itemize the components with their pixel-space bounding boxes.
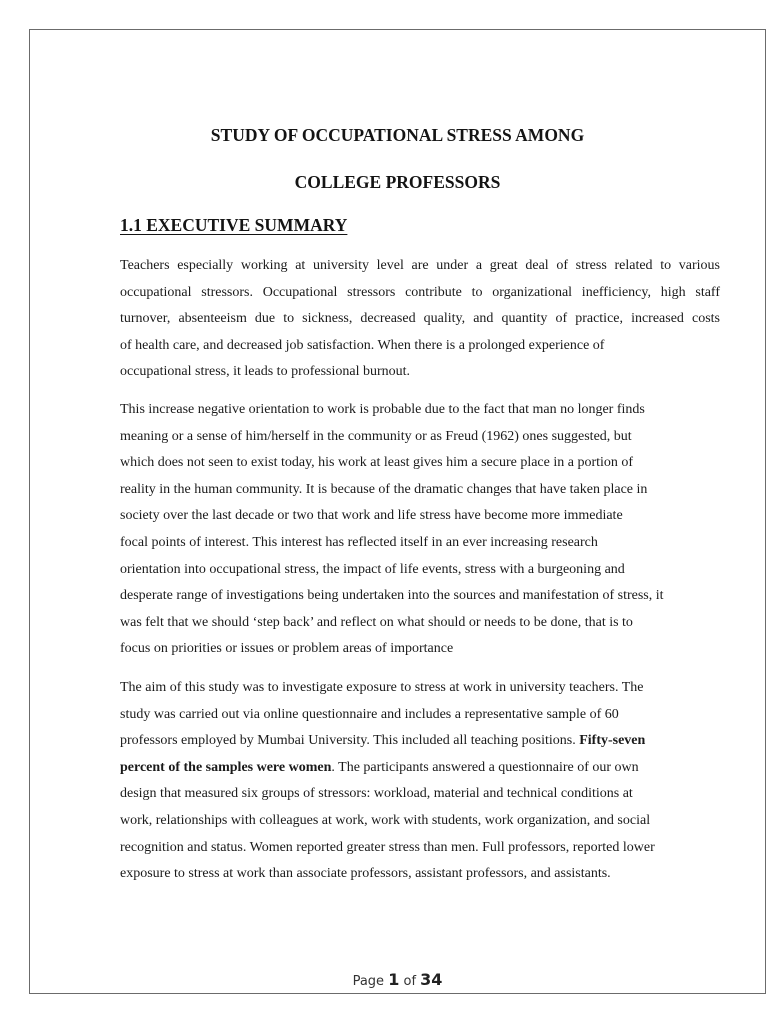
paragraph-2-line: which does not seen to exist today, his work at least gives him a secure place in a portion of xyxy=(120,455,634,471)
total-page-count: 34 xyxy=(420,970,443,989)
paragraph-2 xyxy=(120,397,720,663)
paragraph-3-line xyxy=(120,728,720,755)
paragraph-1-line: Teachers especially working at university level are under a great deal of stress related to various xyxy=(120,258,720,273)
document-title-line-2: COLLEGE PROFESSORS xyxy=(294,172,501,192)
footer-of-word: of xyxy=(403,974,417,989)
page-footer xyxy=(30,970,765,989)
current-page-number: 1 xyxy=(388,970,400,989)
paragraph-1-line: turnover, absenteeism due to sickness, decreased quality, and quantity of practice, increased costs xyxy=(120,311,720,327)
paragraph-3 xyxy=(120,675,720,888)
paragraph-3-line: design that measured six groups of stressors: workload, material and technical conditions at xyxy=(120,786,633,802)
paragraph-3-line: The aim of this study was to investigate exposure to stress at work in university teachers. The xyxy=(120,680,644,695)
document-title-line-1: STUDY OF OCCUPATIONAL STRESS AMONG xyxy=(210,125,585,145)
paragraph-2-line: orientation into occupational stress, the impact of life events, stress with a burgeoning and xyxy=(120,561,625,577)
paragraph-1-line: of health care, and decreased job satisfaction. When there is a prolonged experience of xyxy=(120,337,605,353)
paragraph-3-line: exposure to stress at work than associate professors, assistant professors, and assistants. xyxy=(120,866,611,882)
paragraph-3-line xyxy=(120,755,720,782)
paragraph-2-line: focal points of interest. This interest has reflected itself in an ever increasing research xyxy=(120,534,598,550)
paragraph-2-line: focus on priorities or issues or problem areas of importance xyxy=(120,641,454,657)
document-page xyxy=(29,29,766,994)
paragraph-2-line: society over the last decade or two that work and life stress have become more immediate xyxy=(120,508,623,524)
paragraph-2-line: reality in the human community. It is because of the dramatic changes that have taken place in xyxy=(120,481,648,497)
paragraph-1-line: occupational stress, it leads to professional burnout. xyxy=(120,364,411,380)
footer-page-word: Page xyxy=(352,974,385,989)
paragraph-3-line: study was carried out via online questionnaire and includes a representative sample of 60 xyxy=(120,706,619,722)
bold-emphasis: percent of the samples were women xyxy=(120,759,332,775)
paragraph-3-line: recognition and status. Women reported greater stress than men. Full professors, reported lower xyxy=(120,839,655,855)
paragraph-2-line: This increase negative orientation to work is probable due to the fact that man no longer finds xyxy=(120,402,645,417)
paragraph-3-text: professors employed by Mumbai University. This included all teaching positions. xyxy=(120,733,576,749)
paragraph-3-line: work, relationships with colleagues at work, work with students, work organization, and social xyxy=(120,812,651,828)
bold-emphasis: Fifty-seven xyxy=(579,733,646,749)
paragraph-2-line: was felt that we should ‘step back’ and reflect on what should or needs to be done, that is to xyxy=(120,614,633,630)
paragraph-3-text: . The participants answered a questionnaire of our own xyxy=(331,759,639,775)
paragraph-2-line: meaning or a sense of him/herself in the community or as Freud (1962) ones suggested, but xyxy=(120,428,632,444)
section-heading: 1.1 EXECUTIVE SUMMARY xyxy=(120,215,348,235)
paragraph-1-line: occupational stressors. Occupational stressors contribute to organizational inefficiency, high staff xyxy=(120,284,720,300)
paragraph-2-line: desperate range of investigations being undertaken into the sources and manifestation of stress, it xyxy=(120,588,664,604)
paragraph-1 xyxy=(120,253,720,386)
